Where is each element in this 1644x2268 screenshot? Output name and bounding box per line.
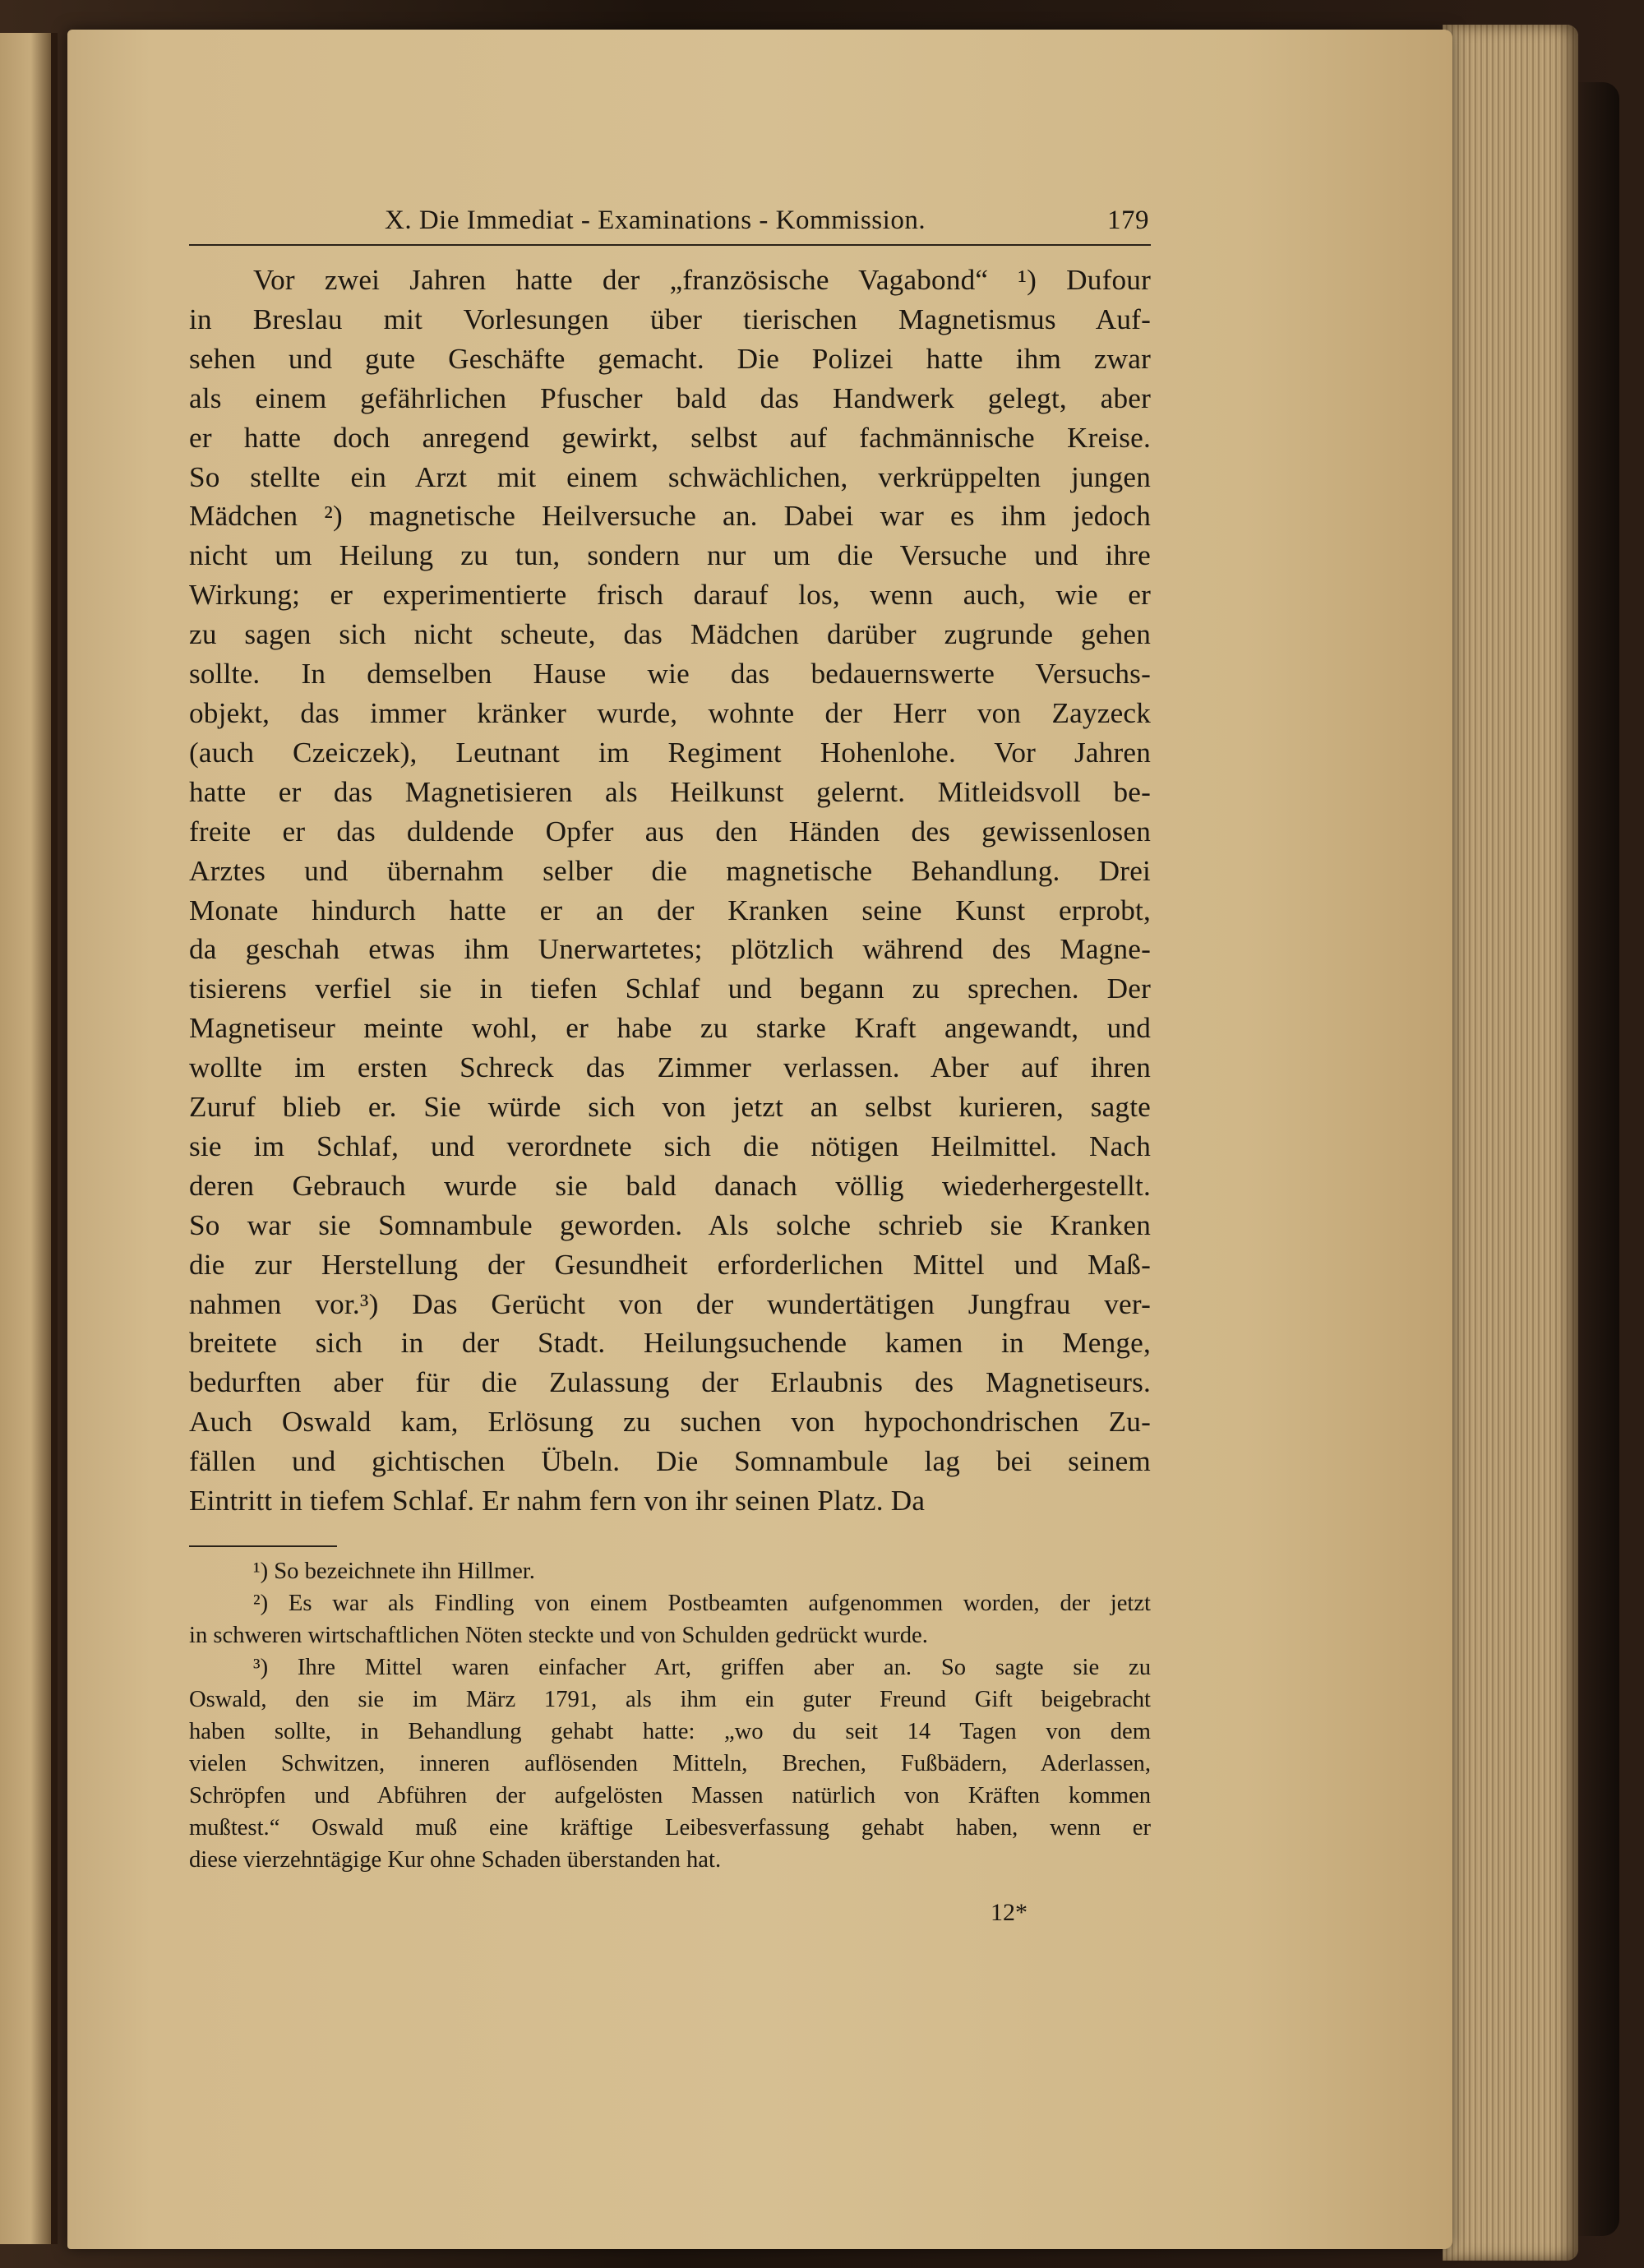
- body-line: Vor zwei Jahren hatte der „französische Vagabond“ ¹) Dufour: [253, 264, 1151, 296]
- body-line: bedurften aber für die Zulassung der Erlaubnis des Magnetiseurs.: [189, 1366, 1151, 1399]
- body-line: nahmen vor.³) Das Gerücht von der wundertätigen Jungfrau ver-: [189, 1287, 1151, 1320]
- left-page-edge: [0, 33, 58, 2244]
- body-line: freite er das duldende Opfer aus den Händen des gewissenlosen: [189, 815, 1151, 848]
- body-line: breitete sich in der Stadt. Heilungsuchende kamen in Menge,: [189, 1327, 1151, 1360]
- body-line: sehen und gute Geschäfte gemacht. Die Polizei hatte ihm zwar: [189, 342, 1151, 375]
- body-line: Wirkung; er experimentierte frisch darauf los, wenn auch, wie er: [189, 579, 1151, 612]
- body-line: Mädchen ²) magnetische Heilversuche an. Dabei war es ihm jedoch: [189, 500, 1151, 533]
- body-line: deren Gebrauch wurde sie bald danach völlig wiederhergestellt.: [189, 1169, 1151, 1202]
- body-line: Zuruf blieb er. Sie würde sich von jetzt an selbst kurieren, sagte: [189, 1091, 1151, 1124]
- page-block-edges: [1443, 25, 1578, 2261]
- body-line: (auch Czeiczek), Leutnant im Regiment Hohenlohe. Vor Jahren: [189, 736, 1151, 769]
- body-line: wollte im ersten Schreck das Zimmer verlassen. Aber auf ihren: [189, 1051, 1151, 1084]
- running-title: X. Die Immediat - Examinations - Kommission.: [385, 206, 926, 235]
- footnote-line: mußtest.“ Oswald muß eine kräftige Leibesverfassung gehabt haben, wenn er: [189, 1815, 1151, 1841]
- body-line: So stellte ein Arzt mit einem schwächlichen, verkrüppelten jungen: [189, 460, 1151, 493]
- footnote: [189, 1651, 1151, 1876]
- body-line: fällen und gichtischen Übeln. Die Somnambule lag bei seinem: [189, 1445, 1151, 1478]
- body-line: zu sagen sich nicht scheute, das Mädchen darüber zugrunde gehen: [189, 618, 1151, 651]
- body-line: Eintritt in tiefem Schlaf. Er nahm fern von ihr seinen Platz. Da: [189, 1485, 926, 1517]
- body-line: So war sie Somnambule geworden. Als solche schrieb sie Kranken: [189, 1208, 1151, 1241]
- body-paragraph: [189, 261, 1151, 1521]
- body-line: da geschah etwas ihm Unerwartetes; plötzlich während des Magne-: [189, 933, 1151, 966]
- footnote: [189, 1587, 1151, 1651]
- header-rule: [189, 244, 1151, 246]
- signature-mark: 12*: [991, 1899, 1028, 1926]
- footnote: [189, 1555, 1151, 1587]
- page-number: 179: [1107, 206, 1149, 235]
- body-line: Monate hindurch hatte er an der Kranken seine Kunst erprobt,: [189, 894, 1151, 926]
- body-line: Auch Oswald kam, Erlösung zu suchen von hypochondrischen Zu-: [189, 1406, 1151, 1439]
- page-text-block: [189, 206, 1151, 1876]
- body-line: er hatte doch anregend gewirkt, selbst auf fachmännische Kreise.: [189, 421, 1151, 454]
- body-line: als einem gefährlichen Pfuscher bald das Handwerk gelegt, aber: [189, 381, 1151, 414]
- running-header: [189, 206, 1151, 241]
- body-line: tisierens verfiel sie in tiefen Schlaf und begann zu sprechen. Der: [189, 972, 1151, 1005]
- footnote-line: haben sollte, in Behandlung gehabt hatte: „wo du seit 14 Tagen von dem: [189, 1719, 1151, 1744]
- footnote-line: ²) Es war als Findling von einem Postbeamten aufgenommen worden, der jetzt: [253, 1591, 1151, 1616]
- footnote-line: ¹) So bezeichnete ihn Hillmer.: [253, 1559, 535, 1584]
- body-line: hatte er das Magnetisieren als Heilkunst gelernt. Mitleidsvoll be-: [189, 775, 1151, 808]
- body-line: objekt, das immer kränker wurde, wohnte der Herr von Zayzeck: [189, 696, 1151, 729]
- body-line: Arztes und übernahm selber die magnetische Behandlung. Drei: [189, 854, 1151, 887]
- footnotes: [189, 1555, 1151, 1876]
- footnote-line: vielen Schwitzen, inneren auflösenden Mitteln, Brechen, Fußbädern, Aderlassen,: [189, 1751, 1151, 1776]
- footnote-line: Oswald, den sie im März 1791, als ihm ein guter Freund Gift beigebracht: [189, 1687, 1151, 1712]
- body-line: die zur Herstellung der Gesundheit erforderlichen Mittel und Maß-: [189, 1248, 1151, 1281]
- body-line: sie im Schlaf, und verordnete sich die nötigen Heilmittel. Nach: [189, 1129, 1151, 1162]
- footnote-line: ³) Ihre Mittel waren einfacher Art, griffen aber an. So sagte sie zu: [253, 1655, 1151, 1680]
- footnote-line: in schweren wirtschaftlichen Nöten steckte und von Schulden gedrückt wurde.: [189, 1623, 928, 1648]
- body-line: Magnetiseur meinte wohl, er habe zu starke Kraft angewandt, und: [189, 1012, 1151, 1045]
- footnote-rule: [189, 1545, 337, 1547]
- body-line: in Breslau mit Vorlesungen über tierischen Magnetismus Auf-: [189, 303, 1151, 335]
- footnote-line: diese vierzehntägige Kur ohne Schaden überstanden hat.: [189, 1847, 722, 1873]
- body-line: nicht um Heilung zu tun, sondern nur um die Versuche und ihre: [189, 539, 1151, 572]
- footnote-line: Schröpfen und Abführen der aufgelösten Massen natürlich von Kräften kommen: [189, 1783, 1151, 1808]
- body-line: sollte. In demselben Hause wie das bedauernswerte Versuchs-: [189, 658, 1151, 691]
